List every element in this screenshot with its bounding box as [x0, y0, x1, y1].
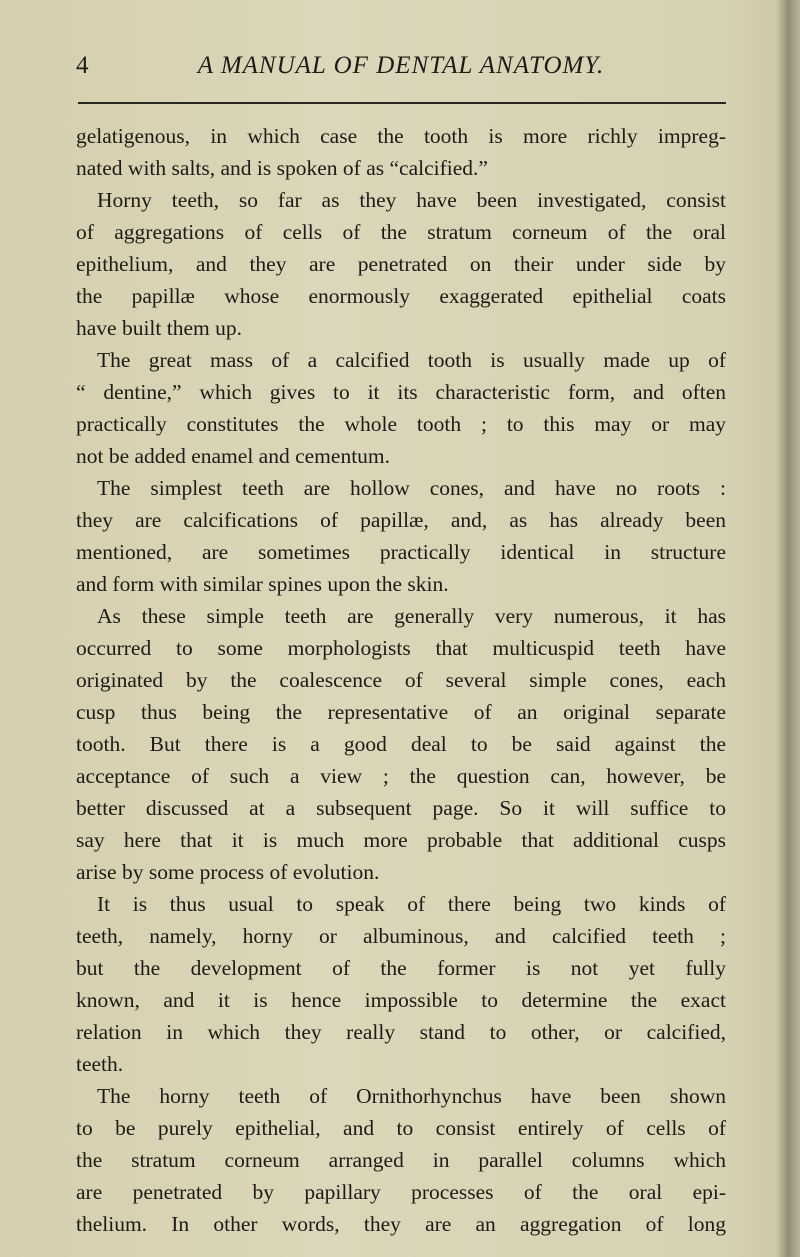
running-title: A MANUAL OF DENTAL ANATOMY.: [197, 52, 605, 79]
text-line: better discussed at a subsequent page. So it will suffice to: [76, 796, 726, 820]
running-header: [76, 52, 726, 82]
text-line: have built them up.: [76, 316, 242, 340]
text-line: nated with salts, and is spoken of as “calcified.”: [76, 156, 488, 180]
text-line: and form with similar spines upon the skin.: [76, 572, 449, 596]
text-line: It is thus usual to speak of there being two kinds of: [97, 892, 726, 916]
text-line: The great mass of a calcified tooth is usually made up of: [97, 348, 726, 372]
text-line: mentioned, are sometimes practically identical in structure: [76, 540, 726, 564]
text-line: but the development of the former is not yet fully: [76, 956, 726, 980]
text-line: the stratum corneum arranged in parallel columns which: [76, 1148, 726, 1172]
text-line: of aggregations of cells of the stratum corneum of the oral: [76, 220, 726, 244]
text-line: not be added enamel and cementum.: [76, 444, 391, 468]
text-line: The simplest teeth are hollow cones, and have no roots :: [97, 476, 726, 500]
text-line: are penetrated by papillary processes of the oral epi-: [76, 1180, 726, 1204]
text-line: thelium. In other words, they are an aggregation of long: [76, 1212, 726, 1236]
header-rule: [78, 102, 726, 104]
text-line: As these simple teeth are generally very numerous, it has: [97, 604, 726, 628]
text-line: acceptance of such a view ; the question can, however, be: [76, 764, 726, 788]
body-text: [76, 120, 726, 1240]
text-line: teeth, namely, horny or albuminous, and calcified teeth ;: [76, 924, 726, 948]
text-line: practically constitutes the whole tooth ; to this may or may: [76, 412, 726, 436]
text-line: known, and it is hence impossible to determine the exact: [76, 988, 726, 1012]
text-line: originated by the coalescence of several simple cones, each: [76, 668, 726, 692]
text-line: epithelium, and they are penetrated on their under side by: [76, 252, 726, 276]
text-line: occurred to some morphologists that multicuspid teeth have: [76, 636, 726, 660]
text-line: arise by some process of evolution.: [76, 860, 380, 884]
page-number: 4: [76, 52, 90, 79]
text-line: “ dentine,” which gives to it its characteristic form, and often: [76, 380, 726, 404]
text-line: the papillæ whose enormously exaggerated epithelial coats: [76, 284, 726, 308]
text-line: tooth. But there is a good deal to be said against the: [76, 732, 726, 756]
text-line: The horny teeth of Ornithorhynchus have been shown: [97, 1084, 726, 1108]
text-line: teeth.: [76, 1052, 124, 1076]
text-line: cusp thus being the representative of an original separate: [76, 700, 726, 724]
text-line: gelatigenous, in which case the tooth is more richly impreg-: [76, 124, 726, 148]
text-line: they are calcifications of papillæ, and, as has already been: [76, 508, 726, 532]
text-line: Horny teeth, so far as they have been investigated, consist: [97, 188, 726, 212]
text-line: relation in which they really stand to other, or calcified,: [76, 1020, 726, 1044]
text-line: to be purely epithelial, and to consist entirely of cells of: [76, 1116, 726, 1140]
text-line: say here that it is much more probable that additional cusps: [76, 828, 726, 852]
